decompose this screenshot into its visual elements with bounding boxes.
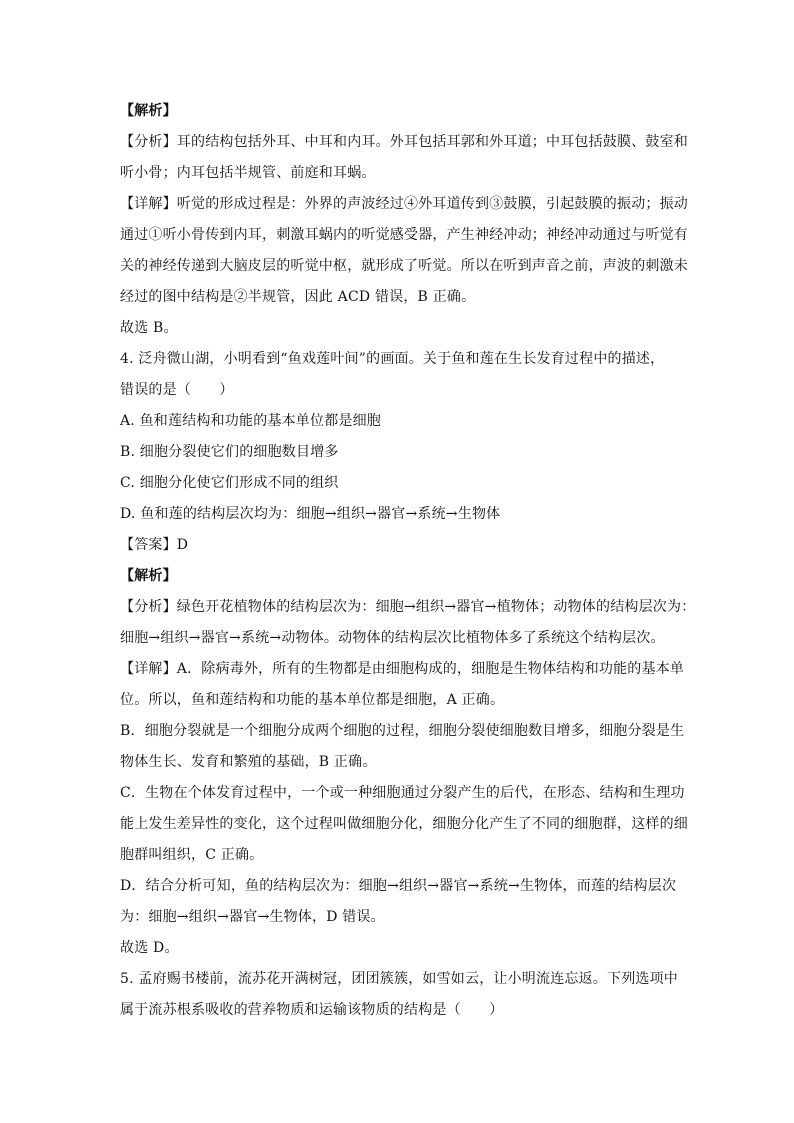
text-line: 【分析】绿色开花植物体的结构层次为：细胞→组织→器官→植物体；动物体的结构层次为：: [120, 599, 696, 615]
text-line: 通过①听小骨传到内耳，刺激耳蜗内的听觉感受器，产生神经冲动；神经冲动通过与听觉有: [120, 227, 688, 243]
text-line: 细胞→组织→器官→系统→动物体。动物体的结构层次比植物体多了系统这个结构层次。: [120, 630, 665, 646]
text-line: 错误的是（ ）: [120, 382, 234, 398]
text-line: 胞群叫组织，C 正确。: [120, 847, 264, 863]
document-page: [120, 96, 696, 1026]
text-line: 【详解】A．除病毒外，所有的生物都是由细胞构成的，细胞是生物体结构和功能的基本单: [120, 661, 685, 677]
text-line: D．结合分析可知，鱼的结构层次为：细胞→组织→器官→系统→生物体，而莲的结构层次: [120, 878, 677, 894]
text-line: 位。所以，鱼和莲结构和功能的基本单位都是细胞，A 正确。: [120, 692, 505, 708]
text-line: 故选 B。: [120, 320, 178, 336]
text-line: D. 鱼和莲的结构层次均为：细胞→组织→器官→系统→生物体: [120, 506, 501, 522]
text-line: 为：细胞→组织→器官→生物体，D 错误。: [120, 909, 385, 925]
text-line: 4. 泛舟微山湖，小明看到“鱼戏莲叶间”的画面。关于鱼和莲在生长发育过程中的描述，: [120, 351, 665, 367]
text-line: 5. 孟府赐书楼前，流苏花开满树冠，团团簇簇，如雪如云，让小明流连忘返。下列选项中: [120, 971, 679, 987]
text-line: 故选 D。: [120, 940, 179, 956]
text-line: 关的神经传递到大脑皮层的听觉中枢，就形成了听觉。所以在听到声音之前，声波的刺激未: [120, 258, 688, 274]
text-line: B．细胞分裂就是一个细胞分成两个细胞的过程，细胞分裂使细胞数目增多，细胞分裂是生: [120, 723, 685, 739]
text-line: C. 细胞分化使它们形成不同的组织: [120, 475, 339, 491]
text-line: 【答案】D: [120, 537, 189, 553]
text-line: 能上发生差异性的变化，这个过程叫做细胞分化，细胞分化产生了不同的细胞群，这样的细: [120, 816, 688, 832]
text-line: C．生物在个体发育过程中，一个或一种细胞通过分裂产生的后代，在形态、结构和生理功: [120, 785, 685, 801]
text-line: 经过的图中结构是②半规管，因此 ACD 错误，B 正确。: [120, 289, 476, 305]
text-line: 【详解】听觉的形成过程是：外界的声波经过④外耳道传到③鼓膜，引起鼓膜的振动；振动: [120, 196, 688, 212]
text-line: B. 细胞分裂使它们的细胞数目增多: [120, 444, 339, 460]
text-line: A. 鱼和莲结构和功能的基本单位都是细胞: [120, 413, 382, 429]
text-line: 物体生长、发育和繁殖的基础，B 正确。: [120, 754, 377, 770]
text-line: 【解析】: [120, 568, 177, 584]
text-line: 【分析】耳的结构包括外耳、中耳和内耳。外耳包括耳郭和外耳道；中耳包括鼓膜、鼓室和: [120, 134, 688, 150]
text-line: 属于流苏根系吸收的营养物质和运输该物质的结构是（ ）: [120, 1002, 504, 1018]
text-line: 【解析】: [120, 103, 177, 119]
text-line: 听小骨；内耳包括半规管、前庭和耳蜗。: [120, 165, 376, 181]
